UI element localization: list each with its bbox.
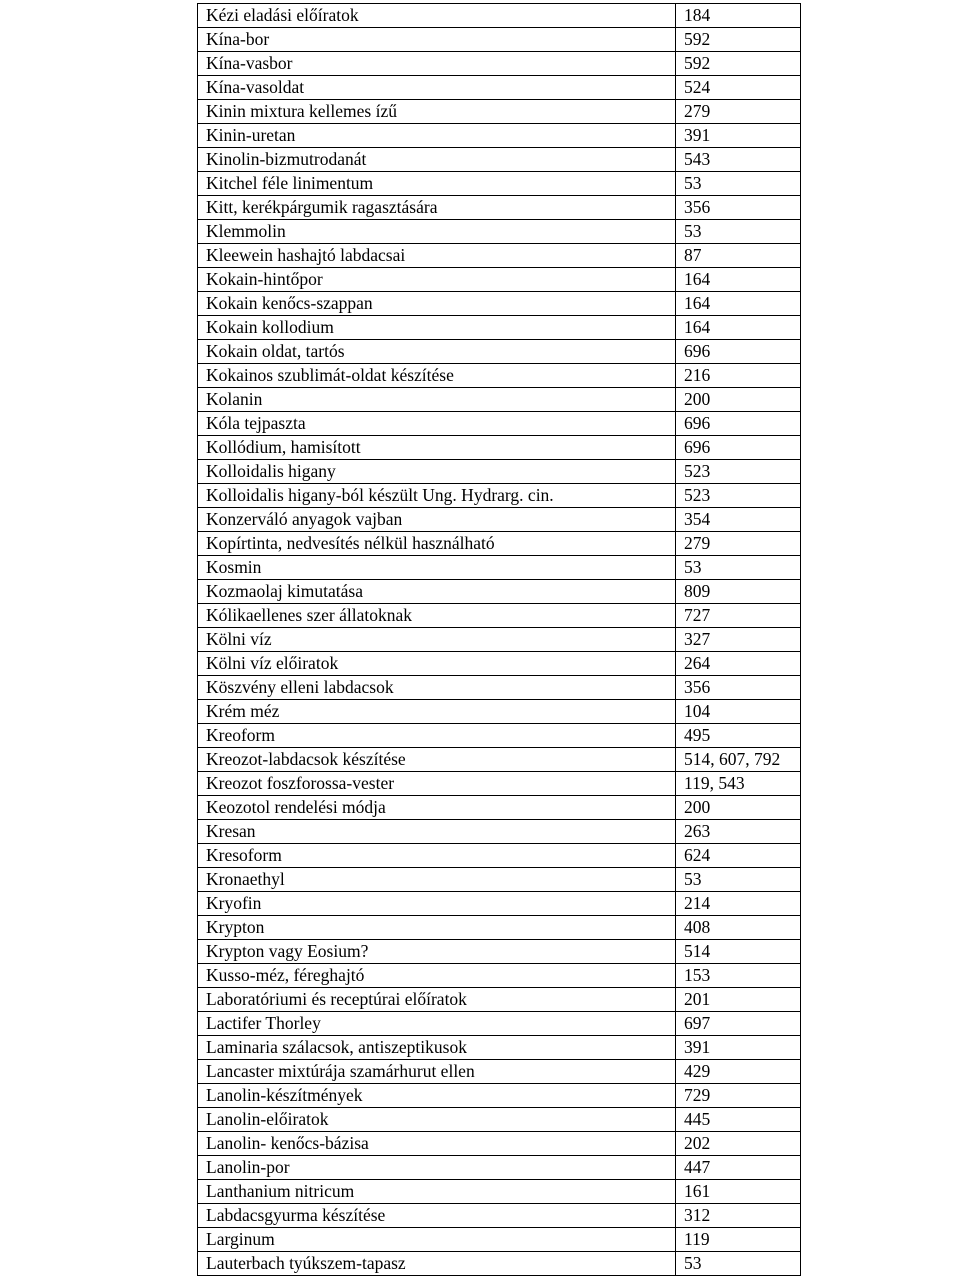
entry-pages: 161: [676, 1180, 801, 1204]
entry-pages: 391: [676, 1036, 801, 1060]
table-row: [198, 964, 801, 988]
table-row: [198, 820, 801, 844]
table-row: [198, 100, 801, 124]
table-row: [198, 1060, 801, 1084]
entry-term: Kronaethyl: [198, 868, 676, 892]
entry-pages: 214: [676, 892, 801, 916]
entry-pages: 624: [676, 844, 801, 868]
entry-term: Lanolin-készítmények: [198, 1084, 676, 1108]
entry-term: Lancaster mixtúrája szamárhurut ellen: [198, 1060, 676, 1084]
entry-pages: 523: [676, 460, 801, 484]
entry-pages: 201: [676, 988, 801, 1012]
index-table-body: [198, 4, 801, 1276]
entry-term: Kólikaellenes szer állatoknak: [198, 604, 676, 628]
entry-term: Krém méz: [198, 700, 676, 724]
table-row: [198, 196, 801, 220]
entry-term: Kolloidalis higany-ból készült Ung. Hydrarg. cin.: [198, 484, 676, 508]
entry-term: Kína-vasbor: [198, 52, 676, 76]
table-row: [198, 28, 801, 52]
table-row: [198, 1252, 801, 1276]
entry-term: Kresan: [198, 820, 676, 844]
entry-pages: 356: [676, 676, 801, 700]
table-row: [198, 892, 801, 916]
table-row: [198, 220, 801, 244]
entry-pages: 53: [676, 172, 801, 196]
entry-pages: 495: [676, 724, 801, 748]
entry-term: Kinolin-bizmutrodanát: [198, 148, 676, 172]
table-row: [198, 868, 801, 892]
entry-term: Lanthanium nitricum: [198, 1180, 676, 1204]
table-row: [198, 1012, 801, 1036]
entry-pages: 119: [676, 1228, 801, 1252]
table-row: [198, 652, 801, 676]
entry-term: Krypton vagy Eosium?: [198, 940, 676, 964]
entry-pages: 164: [676, 292, 801, 316]
entry-pages: 727: [676, 604, 801, 628]
table-row: [198, 124, 801, 148]
table-row: [198, 604, 801, 628]
entry-term: Kitchel féle linimentum: [198, 172, 676, 196]
entry-term: Lanolin- kenőcs-bázisa: [198, 1132, 676, 1156]
entry-term: Kreozot-labdacsok készítése: [198, 748, 676, 772]
entry-term: Kinin mixtura kellemes ízű: [198, 100, 676, 124]
table-row: [198, 1132, 801, 1156]
entry-pages: 153: [676, 964, 801, 988]
entry-term: Larginum: [198, 1228, 676, 1252]
table-row: [198, 460, 801, 484]
entry-term: Kóla tejpaszta: [198, 412, 676, 436]
entry-term: Kokain-hintőpor: [198, 268, 676, 292]
entry-pages: 164: [676, 268, 801, 292]
table-row: [198, 796, 801, 820]
entry-pages: 809: [676, 580, 801, 604]
entry-pages: 696: [676, 340, 801, 364]
entry-pages: 356: [676, 196, 801, 220]
entry-term: Kresoform: [198, 844, 676, 868]
entry-term: Klemmolin: [198, 220, 676, 244]
entry-pages: 524: [676, 76, 801, 100]
entry-pages: 592: [676, 28, 801, 52]
table-row: [198, 76, 801, 100]
entry-term: Kokainos szublimát-oldat készítése: [198, 364, 676, 388]
entry-pages: 543: [676, 148, 801, 172]
entry-term: Kokain oldat, tartós: [198, 340, 676, 364]
entry-term: Kleewein hashajtó labdacsai: [198, 244, 676, 268]
entry-pages: 53: [676, 868, 801, 892]
entry-term: Kreozot foszforossa-vester: [198, 772, 676, 796]
entry-term: Lanolin-előiratok: [198, 1108, 676, 1132]
entry-term: Kína-vasoldat: [198, 76, 676, 100]
entry-pages: 327: [676, 628, 801, 652]
table-row: [198, 508, 801, 532]
entry-pages: 184: [676, 4, 801, 28]
entry-term: Kosmin: [198, 556, 676, 580]
table-row: [198, 412, 801, 436]
table-row: [198, 940, 801, 964]
table-row: [198, 916, 801, 940]
entry-pages: 729: [676, 1084, 801, 1108]
entry-term: Laboratóriumi és receptúrai előíratok: [198, 988, 676, 1012]
table-row: [198, 436, 801, 460]
entry-term: Kína-bor: [198, 28, 676, 52]
table-row: [198, 1228, 801, 1252]
entry-pages: 216: [676, 364, 801, 388]
table-row: [198, 364, 801, 388]
entry-term: Kokain kollodium: [198, 316, 676, 340]
table-row: [198, 1156, 801, 1180]
entry-term: Lactifer Thorley: [198, 1012, 676, 1036]
entry-pages: 697: [676, 1012, 801, 1036]
entry-term: Kokain kenőcs-szappan: [198, 292, 676, 316]
entry-pages: 53: [676, 556, 801, 580]
entry-pages: 264: [676, 652, 801, 676]
entry-pages: 104: [676, 700, 801, 724]
table-row: [198, 748, 801, 772]
entry-term: Kölni víz előiratok: [198, 652, 676, 676]
table-row: [198, 676, 801, 700]
entry-term: Konzerváló anyagok vajban: [198, 508, 676, 532]
entry-pages: 119, 543: [676, 772, 801, 796]
entry-pages: 408: [676, 916, 801, 940]
table-row: [198, 172, 801, 196]
entry-pages: 447: [676, 1156, 801, 1180]
table-row: [198, 1108, 801, 1132]
entry-term: Kreoform: [198, 724, 676, 748]
entry-pages: 200: [676, 388, 801, 412]
table-row: [198, 292, 801, 316]
entry-term: Kölni víz: [198, 628, 676, 652]
table-row: [198, 556, 801, 580]
table-row: [198, 1180, 801, 1204]
entry-pages: 87: [676, 244, 801, 268]
table-row: [198, 532, 801, 556]
entry-term: Kollódium, hamisított: [198, 436, 676, 460]
entry-term: Lauterbach tyúkszem-tapasz: [198, 1252, 676, 1276]
table-row: [198, 52, 801, 76]
table-row: [198, 244, 801, 268]
entry-pages: 514: [676, 940, 801, 964]
table-row: [198, 988, 801, 1012]
entry-pages: 391: [676, 124, 801, 148]
entry-pages: 514, 607, 792: [676, 748, 801, 772]
entry-term: Kitt, kerékpárgumik ragasztására: [198, 196, 676, 220]
table-row: [198, 4, 801, 28]
table-row: [198, 148, 801, 172]
entry-term: Kézi eladási előíratok: [198, 4, 676, 28]
entry-term: Kopírtinta, nedvesítés nélkül használható: [198, 532, 676, 556]
entry-pages: 200: [676, 796, 801, 820]
entry-pages: 696: [676, 412, 801, 436]
entry-pages: 312: [676, 1204, 801, 1228]
entry-term: Kusso-méz, féreghajtó: [198, 964, 676, 988]
entry-pages: 279: [676, 100, 801, 124]
entry-term: Laminaria szálacsok, antiszeptikusok: [198, 1036, 676, 1060]
entry-term: Kozmaolaj kimutatása: [198, 580, 676, 604]
entry-pages: 279: [676, 532, 801, 556]
entry-term: Keozotol rendelési módja: [198, 796, 676, 820]
entry-term: Lanolin-por: [198, 1156, 676, 1180]
entry-pages: 429: [676, 1060, 801, 1084]
table-row: [198, 700, 801, 724]
entry-pages: 164: [676, 316, 801, 340]
entry-term: Kolanin: [198, 388, 676, 412]
entry-pages: 696: [676, 436, 801, 460]
entry-term: Kryofin: [198, 892, 676, 916]
table-row: [198, 724, 801, 748]
table-row: [198, 628, 801, 652]
entry-term: Krypton: [198, 916, 676, 940]
entry-pages: 445: [676, 1108, 801, 1132]
table-row: [198, 388, 801, 412]
table-row: [198, 316, 801, 340]
entry-pages: 53: [676, 220, 801, 244]
entry-pages: 53: [676, 1252, 801, 1276]
entry-pages: 523: [676, 484, 801, 508]
entry-term: Kinin-uretan: [198, 124, 676, 148]
entry-term: Kolloidalis higany: [198, 460, 676, 484]
entry-term: Labdacsgyurma készítése: [198, 1204, 676, 1228]
entry-term: Köszvény elleni labdacsok: [198, 676, 676, 700]
table-row: [198, 772, 801, 796]
entry-pages: 592: [676, 52, 801, 76]
entry-pages: 354: [676, 508, 801, 532]
table-row: [198, 1084, 801, 1108]
table-row: [198, 844, 801, 868]
table-row: [198, 580, 801, 604]
table-row: [198, 484, 801, 508]
table-row: [198, 1036, 801, 1060]
index-table: [197, 3, 801, 1276]
table-row: [198, 340, 801, 364]
entry-pages: 263: [676, 820, 801, 844]
table-row: [198, 268, 801, 292]
table-row: [198, 1204, 801, 1228]
entry-pages: 202: [676, 1132, 801, 1156]
